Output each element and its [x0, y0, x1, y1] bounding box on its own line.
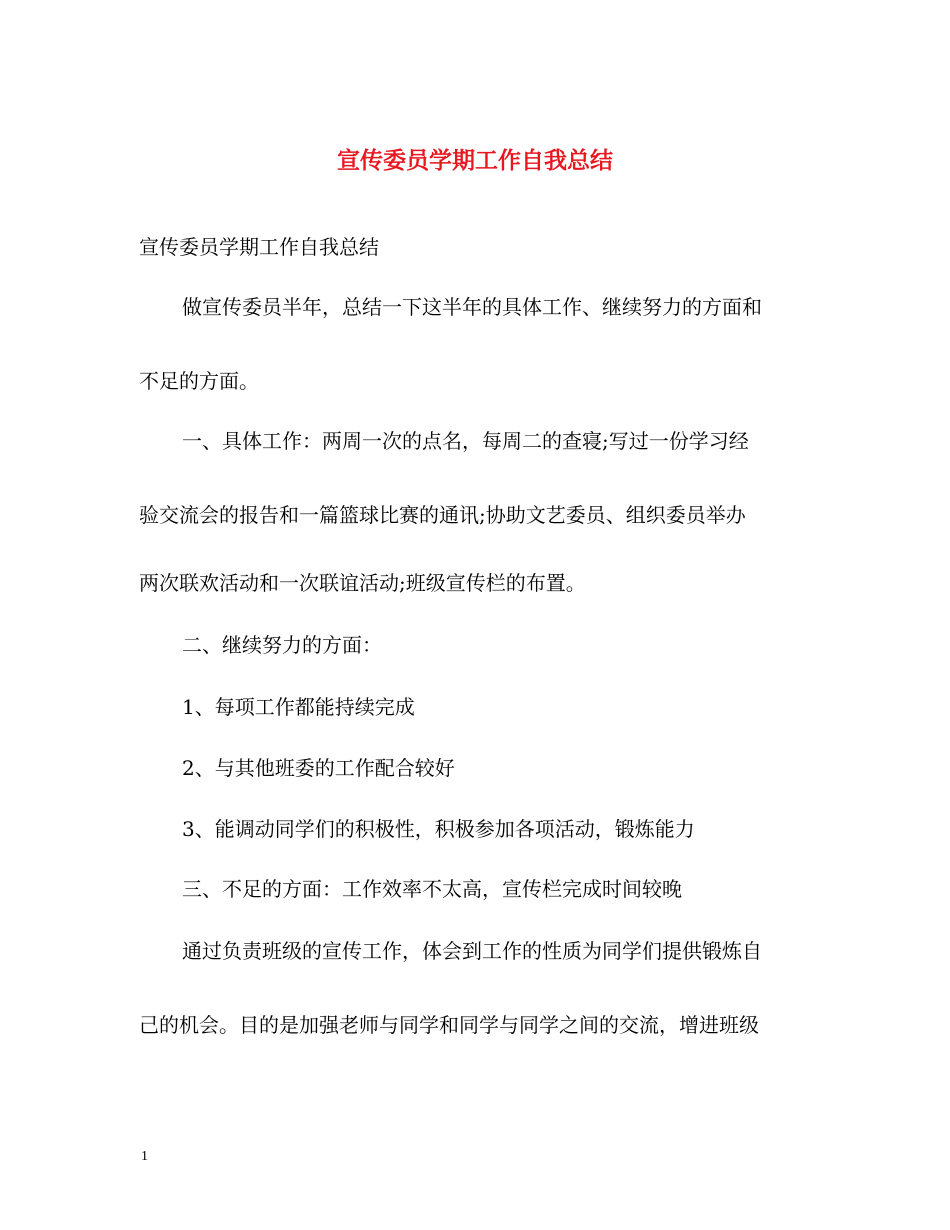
- page-number: 1: [141, 1149, 148, 1164]
- list-item: 3、能调动同学们的积极性，积极参加各项活动，锻炼能力: [182, 817, 695, 841]
- paragraph-line: 一、具体工作：两周一次的点名，每周二的查寝;写过一份学习经: [182, 429, 749, 453]
- paragraph-line: 做宣传委员半年，总结一下这半年的具体工作、继续努力的方面和: [182, 295, 762, 319]
- paragraph-line: 两次联欢活动和一次联谊活动;班级宣传栏的布置。: [139, 571, 586, 595]
- section-heading: 三、不足的方面：工作效率不太高，宣传栏完成时间较晚: [182, 877, 682, 901]
- paragraph-line: 验交流会的报告和一篇篮球比赛的通讯;协助文艺委员、组织委员举办: [139, 503, 746, 527]
- list-item: 2、与其他班委的工作配合较好: [182, 756, 455, 780]
- section-heading: 二、继续努力的方面：: [182, 633, 382, 657]
- paragraph-line: 通过负责班级的宣传工作，体会到工作的性质为同学们提供锻炼自: [182, 939, 762, 963]
- subtitle-line: 宣传委员学期工作自我总结: [139, 235, 379, 259]
- paragraph-line: 己的机会。目的是加强老师与同学和同学与同学之间的交流，增进班级: [139, 1013, 759, 1037]
- paragraph-line: 不足的方面。: [139, 369, 259, 393]
- document-title: 宣传委员学期工作自我总结: [337, 147, 613, 174]
- list-item: 1、每项工作都能持续完成: [182, 695, 415, 719]
